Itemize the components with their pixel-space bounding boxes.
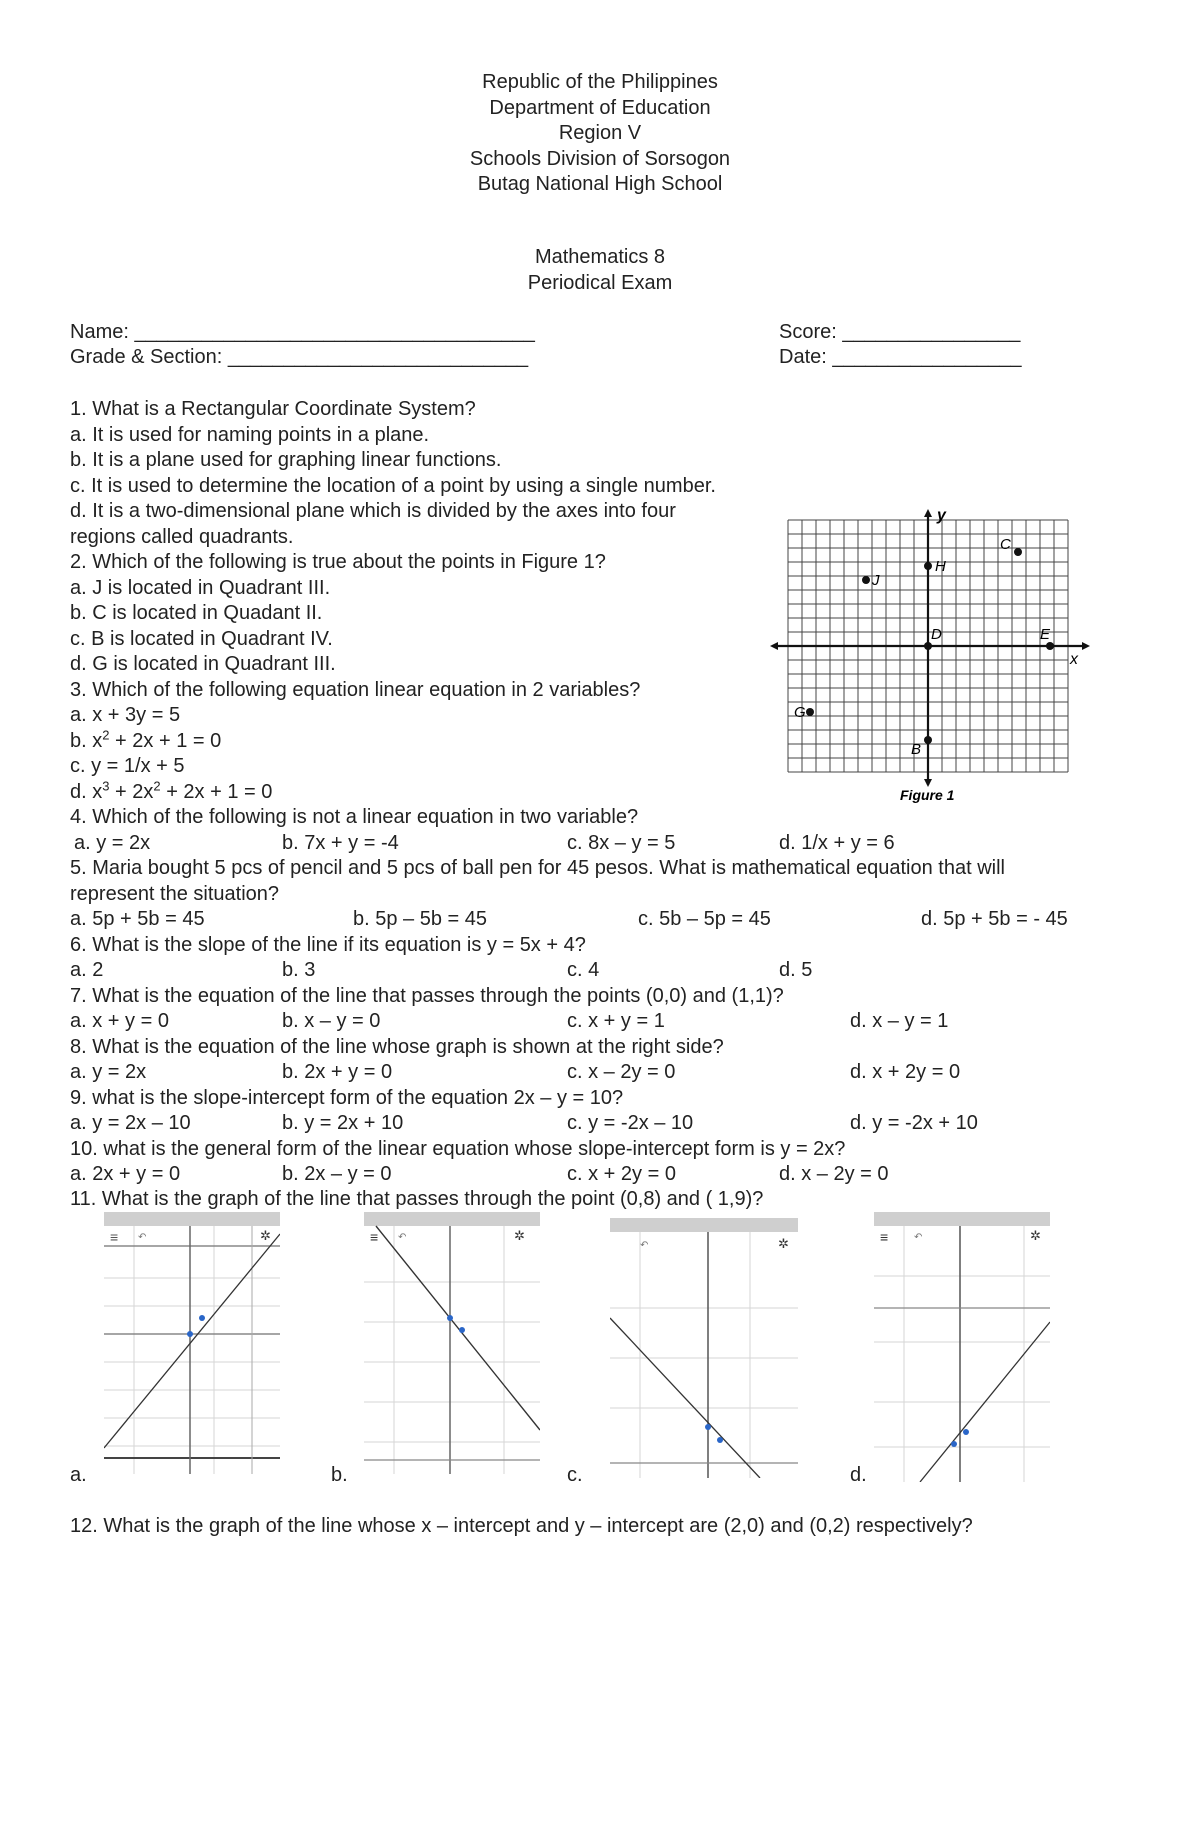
settings-icon: ✲ <box>1030 1228 1041 1243</box>
point-g-label: G <box>794 704 806 721</box>
x-axis-arrow-left <box>770 642 778 650</box>
y-axis-arrow-top <box>924 509 932 517</box>
q11-text: 11. What is the graph of the line that passes through the point (0,8) and ( 1,9)? <box>70 1188 764 1210</box>
q2-option-b: b. C is located in Quadant II. <box>70 602 323 624</box>
q5-option-c: c. 5b – 5p = 45 <box>638 908 771 930</box>
q5-text-cont: represent the situation? <box>70 882 280 905</box>
q3-option-d: d. $x^3 + 2x^2 + 2x + 1 = 0$ <box>70 777 273 803</box>
q10-option-b: b. 2x – y = 0 <box>282 1163 392 1185</box>
q3-text: 3. Which of the following equation linear equation in 2 variables? <box>70 678 641 701</box>
q11-option-d: d. <box>850 1464 867 1486</box>
q6-option-a: a. 2 <box>70 959 104 981</box>
point-c-label: C <box>1000 536 1011 553</box>
q8-option-a: a. y = 2x <box>70 1061 147 1083</box>
q5-option-b: b. 5p – 5b = 45 <box>353 908 488 930</box>
exam-type: Periodical Exam <box>527 272 673 294</box>
q8-option-c: c. x – 2y = 0 <box>567 1061 676 1083</box>
q4-option-b: b. 7x + y = -4 <box>282 831 399 854</box>
q11-graph-d <box>874 1212 1050 1482</box>
y-axis-label: y <box>937 507 946 524</box>
q1-option-a: a. It is used for naming points in a plane. <box>70 423 430 446</box>
q2-text: 2. Which of the following is true about the points in Figure 1? <box>70 551 606 573</box>
figure-1-caption: Figure 1 <box>900 787 955 803</box>
settings-icon: ✲ <box>260 1228 271 1243</box>
q3-option-b: b. $x^2 + 2x + 1 = 0$ <box>70 726 222 752</box>
settings-icon: ✲ <box>514 1228 525 1243</box>
q4-text: 4. Which of the following is not a linear equation in two variable? <box>70 806 639 828</box>
q5-text: 5. Maria bought 5 pcs of pencil and 5 pcs of ball pen for 45 pesos. What is mathematical equation that will <box>70 857 1005 879</box>
q11-graph-c <box>610 1218 798 1478</box>
q6-option-d: d. 5 <box>779 959 813 981</box>
date-field[interactable]: Date: _________________ <box>779 346 1022 368</box>
header-republic: Republic of the Philippines <box>482 71 718 93</box>
point-b-label: B <box>911 741 922 758</box>
q10-option-c: c. x + 2y = 0 <box>567 1163 676 1185</box>
q10-text: 10. what is the general form of the linear equation whose slope-intercept form is y = 2x? <box>70 1137 846 1160</box>
q1-option-c: c. It is used to determine the location of a point by using a single number. <box>70 474 716 497</box>
q5-option-a: a. 5p + 5b = 45 <box>70 908 205 930</box>
header-division: Schools Division of Sorsogon <box>469 147 731 170</box>
menu-icon: ≡ <box>880 1229 889 1245</box>
point-h <box>924 562 932 570</box>
q6-option-b: b. 3 <box>282 959 316 981</box>
q7-option-c: c. x + y = 1 <box>567 1010 665 1032</box>
q4-option-c: c. 8x – y = 5 <box>567 831 676 854</box>
point-b <box>924 736 932 744</box>
q11-option-b: b. <box>331 1464 348 1486</box>
q7-option-d: d. x – y = 1 <box>850 1010 949 1032</box>
q11-option-c: c. <box>567 1464 583 1486</box>
point-g <box>806 708 814 716</box>
q2-option-c: c. B is located in Quadrant IV. <box>70 627 333 650</box>
q10-option-a: a. 2x + y = 0 <box>70 1163 181 1185</box>
q1-text: 1. What is a Rectangular Coordinate System? <box>70 398 476 420</box>
q6-option-c: c. 4 <box>567 959 600 981</box>
q4-option-a: a. y = 2x <box>74 831 151 854</box>
x-axis-arrow-right <box>1082 642 1090 650</box>
q2-option-a: a. J is located in Quadrant III. <box>70 576 331 599</box>
q11-graph-b <box>364 1212 540 1474</box>
point-c <box>1014 548 1022 556</box>
q1-option-d-cont: regions called quadrants. <box>70 525 294 548</box>
header-region: Region V <box>558 122 642 144</box>
header-department: Department of Education <box>489 96 711 119</box>
q1-option-b: b. It is a plane used for graphing linear functions. <box>70 449 502 471</box>
q3-option-a: a. x + 3y = 5 <box>70 704 181 726</box>
undo-icon: ↶ <box>914 1232 923 1243</box>
point-e-label: E <box>1040 626 1051 643</box>
q9-option-c: c. y = -2x – 10 <box>567 1112 694 1134</box>
y-axis-arrow-bottom <box>924 779 932 787</box>
q1-option-d: d. It is a two-dimensional plane which is divided by the axes into four <box>70 500 676 522</box>
q8-option-b: b. 2x + y = 0 <box>282 1061 393 1083</box>
x-axis-label: x <box>1070 651 1078 668</box>
header-school: Butag National High School <box>477 173 723 195</box>
undo-icon: ↶ <box>398 1232 407 1243</box>
q4-option-d: d. 1/x + y = 6 <box>779 831 895 854</box>
q8-option-d: d. x + 2y = 0 <box>850 1061 961 1083</box>
menu-icon: ≡ <box>110 1229 119 1245</box>
q7-option-b: b. x – y = 0 <box>282 1010 381 1032</box>
q7-text: 7. What is the equation of the line that passes through the points (0,0) and (1,1)? <box>70 984 784 1007</box>
q5-option-d: d. 5p + 5b = - 45 <box>921 908 1068 930</box>
q9-option-a: a. y = 2x – 10 <box>70 1112 191 1134</box>
point-d-label: D <box>931 626 942 643</box>
q3-option-c: c. y = 1/x + 5 <box>70 755 185 777</box>
score-field[interactable]: Score: ________________ <box>779 321 1021 343</box>
menu-icon: ≡ <box>370 1229 379 1245</box>
q11-option-a: a. <box>70 1464 87 1486</box>
q11-graph-a <box>104 1212 280 1474</box>
point-e <box>1046 642 1054 650</box>
point-d <box>924 642 932 650</box>
grade-section-field[interactable]: Grade & Section: ___________________________ <box>70 346 529 368</box>
q7-option-a: a. x + y = 0 <box>70 1010 169 1032</box>
exam-subject: Mathematics 8 <box>534 246 666 268</box>
q9-option-d: d. y = -2x + 10 <box>850 1112 978 1134</box>
q9-text: 9. what is the slope-intercept form of the equation 2x – y = 10? <box>70 1086 624 1109</box>
q12-text: 12. What is the graph of the line whose x – intercept and y – intercept are (2,0) and (0,2) respectively? <box>70 1515 973 1537</box>
q2-option-d: d. G is located in Quadrant III. <box>70 653 336 675</box>
q6-text: 6. What is the slope of the line if its equation is y = 5x + 4? <box>70 933 586 956</box>
q8-text: 8. What is the equation of the line whose graph is shown at the right side? <box>70 1035 724 1058</box>
point-h-label: H <box>935 558 946 575</box>
figure-1-coordinate-plane <box>770 505 1090 805</box>
settings-icon: ✲ <box>778 1236 789 1251</box>
point-j <box>862 576 870 584</box>
q9-option-b: b. y = 2x + 10 <box>282 1112 404 1134</box>
menu-icon: ↶ <box>640 1240 649 1251</box>
point-j-label: J <box>872 572 880 589</box>
undo-icon: ↶ <box>138 1232 147 1243</box>
q10-option-d: d. x – 2y = 0 <box>779 1163 889 1185</box>
name-field[interactable]: Name: ____________________________________ <box>70 321 535 343</box>
